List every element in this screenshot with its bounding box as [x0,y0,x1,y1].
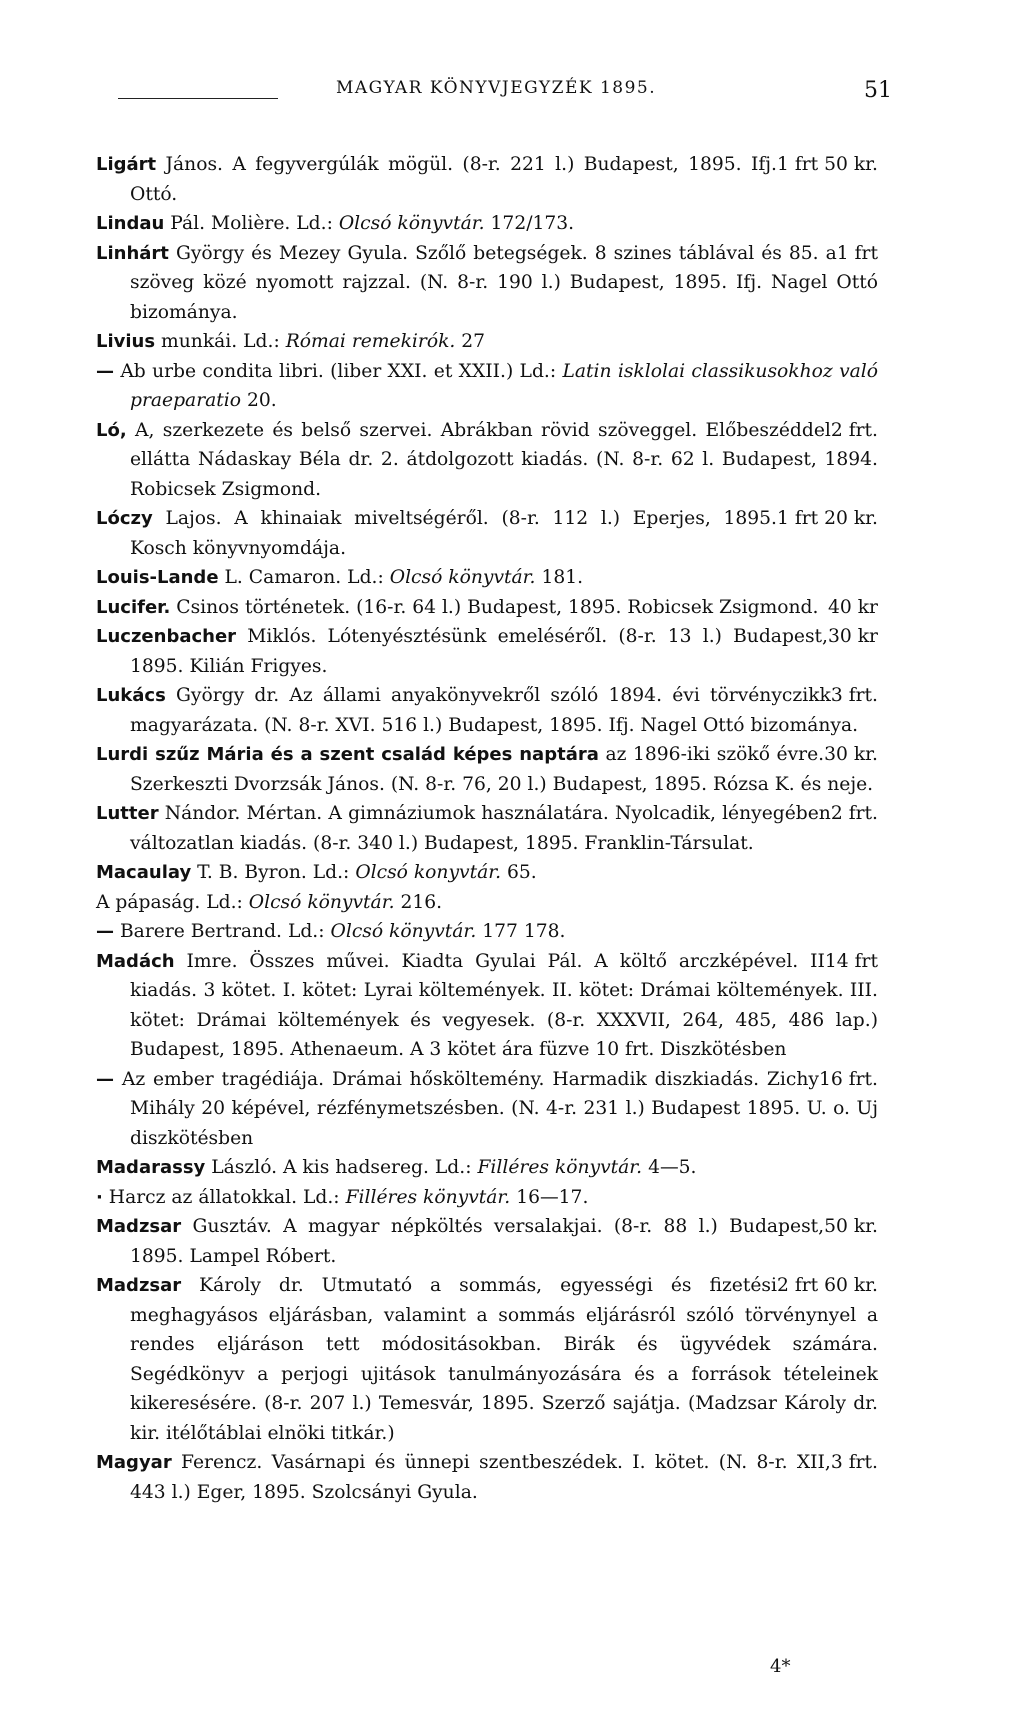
entry-heading: Luczenbacher [96,626,237,647]
entry-text: Lajos. A khinaiak miveltségéről. (8-r. 112 l.) Eperjes, 1895. Kosch könyvnyomdája. [130,508,777,559]
bibliography-entry [96,858,878,888]
entry-heading: Ló, [96,419,127,441]
bibliography-entry [96,209,878,239]
entry-text: az 1896-iki szökő évre. Szerkeszti Dvorzsák János. (N. 8-r. 76, 20 l.) Budapest, 1895. Rózsa K. és neje. [130,744,874,795]
running-title: MAGYAR KÖNYVJEGYZÉK 1895. [336,78,657,98]
entry-price: 2 frt. [830,419,878,441]
bibliography-entry [96,1212,878,1271]
entry-text: A, szerkezete és belső szervei. Abrákban rövid szöveggel. Előbeszéddel ellátta Nádaskay Béla dr. 2. átdolgozott kiadás. (N. 8-r. 62 l. Budapest, 1894. Robicsek Zsigmond. [130,419,878,500]
bibliography-entry [96,1183,878,1213]
bibliography-entry [96,150,878,209]
entry-series-title: Filléres könyvtár. [477,1157,643,1178]
bibliography-entries [96,150,878,1507]
bibliography-entry [96,593,878,623]
entry-text: Imre. Összes művei. Kiadta Gyulai Pál. A költő arczképével. II kiadás. 3 kötet. I. kötet: Lyrai költemények. II. kötet: Drámai költemények. III. kötet: Drámai költemények és vegyesek. (8-r. XXXVII, 264, 485, 486 lap.) Budapest, 1895. Athenaeum. A 3 kötet ára füzve 10 frt. Diszkötésben [130,950,878,1060]
entry-price: 30 kr [828,626,878,647]
entry-text: György dr. Az állami anyakönyvekről szóló 1894. évi törvényczikk magyarázata. (N. 8-r. XVI. 516 l.) Budapest, 1895. Ifj. Nagel Ottó bizománya. [130,685,859,736]
entry-series-title: Olcsó könyvtár. [389,567,536,588]
bibliography-entry [96,416,878,505]
bibliography-entry [96,1448,878,1507]
bibliography-entry [96,239,878,328]
entry-series-title: Olcsó konyvtár. [355,862,502,883]
entry-series-number: 216. [400,891,443,913]
entry-heading: — [96,1068,114,1090]
entry-text: Károly dr. Utmutató a sommás, egyességi és fizetési meghagyásos eljárásban, valamint a sommás eljárásról szóló törvénynyel a rendes eljáráson tett módositásokban. Birák és ügyvédek számára. Segédkönyv a perjogi ujitások tanulmányozására és a források tételeinek kikeresésére. (8-r. 207 l.) Temesvár, 1895. Szerző sajátja. (Madzsar Károly dr. kir. itélőtáblai elnöki titkár.) [130,1275,878,1444]
entry-series-title: Latin isklolai classikusokhoz való praeparatio [130,360,878,411]
entry-series-number: 16—17. [516,1186,589,1208]
bibliography-entry [96,622,878,681]
entry-price: 3 frt. [830,1452,878,1473]
header-rule [118,98,278,99]
bibliography-entry [96,357,878,416]
bibliography-entry [96,917,878,947]
entry-heading: Louis-Lande [96,567,219,588]
bibliography-entry [96,1153,878,1183]
entry-text: A pápaság. Ld.: [96,891,243,913]
entry-price: 40 kr [828,596,878,618]
entry-series-number: 65. [507,862,537,883]
entry-text: Nándor. Mértan. A gimnáziumok használatára. Nyolcadik, lényegében változatlan kiadás. (8-r. 340 l.) Budapest, 1895. Franklin-Társulat. [130,803,831,854]
entry-text: T. B. Byron. Ld.: [197,862,350,883]
entry-text: Harcz az állatokkal. Ld.: [108,1186,340,1208]
entry-text: János. A fegyvergúlák mögül. (8-r. 221 l.) Budapest, 1895. Ifj. Ottó. [130,154,777,205]
entry-series-title: Olcsó könyvtár. [248,891,395,913]
entry-heading: — [96,360,114,382]
entry-price: 14 frt [824,950,878,972]
entry-text: Ferencz. Vasárnapi és ünnepi szentbeszédek. I. kötet. (N. 8-r. XII, 443 l.) Eger, 1895. Szolcsányi Gyula. [130,1452,831,1503]
entry-text: György és Mezey Gyula. Szőlő betegségek. 8 szines táblával és 85. a szöveg közé nyomott rajzzal. (N. 8-r. 190 l.) Budapest, 1895. Ifj. Nagel Ottó bizománya. [130,242,878,323]
entry-price: 2 frt 60 kr. [777,1275,878,1296]
entry-heading: Ligárt [96,154,157,175]
entry-text: László. A kis hadsereg. Ld.: [211,1157,472,1178]
entry-price: 30 kr. [824,744,878,765]
entry-text: L. Camaron. Ld.: [224,567,384,588]
entry-heading: Madzsar [96,1275,182,1296]
bibliography-entry [96,681,878,740]
bibliography-entry [96,947,878,1065]
signature-mark: 4* [770,1656,791,1677]
entry-series-number: 172/173. [490,213,575,234]
entry-heading: Livius [96,331,156,352]
entry-heading: Madách [96,950,175,972]
entry-text: Ab urbe condita libri. (liber XXI. et XXII.) Ld.: [120,360,557,382]
entry-series-title: Római remekirók. [285,331,456,352]
entry-price: 50 kr. [824,1216,878,1237]
entry-heading: Lurdi szűz Mária és a szent család képes naptára [96,744,599,765]
entry-heading: Lóczy [96,508,153,529]
entry-heading: Lindau [96,213,165,234]
entry-price: 3 frt. [830,685,878,706]
entry-price: 2 frt. [830,803,878,824]
entry-text: munkái. Ld.: [161,331,280,352]
entry-price: 1 frt [836,242,878,264]
bibliography-entry [96,504,878,563]
bibliography-entry [96,799,878,858]
entry-text: Barere Bertrand. Ld.: [119,921,325,942]
entry-text: Miklós. Lótenyésztésünk emeléséről. (8-r. 13 l.) Budapest, 1895. Kilián Frigyes. [130,626,829,677]
entry-text: Pál. Molière. Ld.: [170,213,333,234]
entry-text: Csinos történetek. (16-r. 64 l.) Budapest, 1895. Robicsek Zsigmond. [176,596,819,618]
entry-series-number: 177 178. [482,921,566,942]
entry-series-number: 27 [461,331,486,352]
entry-heading: Magyar [96,1452,172,1473]
page-number: 51 [864,78,892,103]
entry-series-title: Olcsó könyvtár. [330,921,477,942]
entry-heading: — [96,921,114,942]
running-header [0,74,1024,114]
entry-price: 1 frt 20 kr. [777,508,878,529]
entry-text: Az ember tragédiája. Drámai hősköltemény. Harmadik diszkiadás. Zichy Mihály 20 képével, rézfénymetszésben. (N. 4-r. 231 l.) Budapest 1895. U. o. Uj diszkötésben [121,1068,878,1149]
bibliography-entry [96,740,878,799]
entry-series-title: Filléres könyvtár. [345,1186,511,1208]
bibliography-entry [96,327,878,357]
entry-heading: Macaulay [96,862,192,883]
bibliography-entry [96,1271,878,1448]
entry-series-number: 20. [246,390,277,411]
entry-series-number: 4—5. [648,1157,697,1178]
entry-price: 16 frt. [818,1068,878,1090]
entry-price: 1 frt 50 kr. [777,154,878,175]
entry-heading: · [96,1186,103,1208]
entry-series-number: 181. [541,567,584,588]
entry-heading: Madzsar [96,1216,182,1237]
bibliography-entry [96,563,878,593]
entry-heading: Madarassy [96,1157,206,1178]
entry-text: Gusztáv. A magyar népköltés versalakjai. (8-r. 88 l.) Budapest, 1895. Lampel Róbert. [130,1216,825,1267]
entry-heading: Lukács [96,685,166,706]
bibliography-entry [96,888,878,918]
entry-heading: Lutter [96,803,159,824]
entry-series-title: Olcsó könyvtár. [338,213,485,234]
bibliography-entry [96,1065,878,1154]
entry-heading: Lucifer. [96,596,171,618]
entry-heading: Linhárt [96,242,169,264]
